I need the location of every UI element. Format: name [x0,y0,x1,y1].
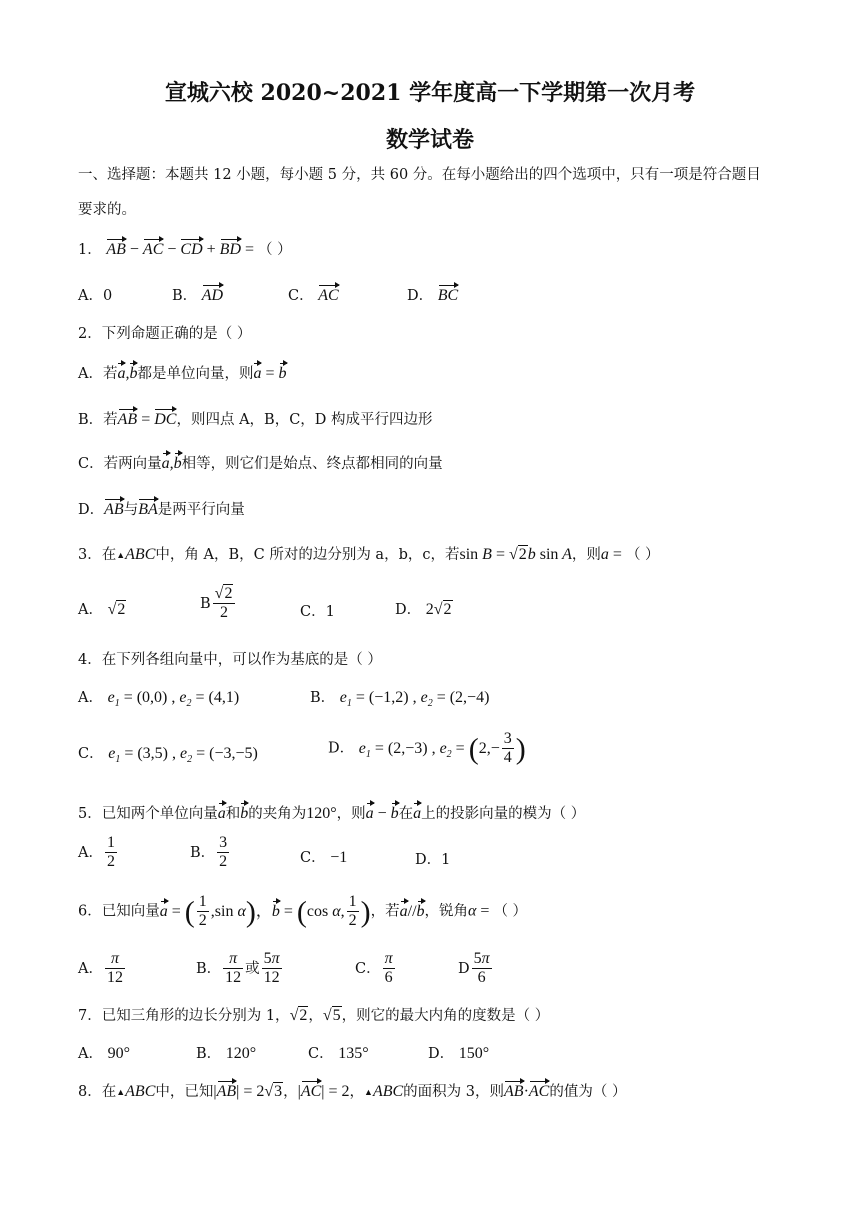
question-2-option-b: B．若AB = DC，则四点 A，B，C，D 构成平行四边形 [78,411,433,428]
exam-title: 宣城六校 2020~2021 学年度高一下学期第一次月考 [164,80,696,106]
question-2-option-c: C．若两向量a,b相等，则它们是始点、终点都相同的向量 [78,455,443,472]
question-2-stem: 2．下列命题正确的是（ ） [78,326,252,342]
question-5-option-a: A． $\frac{1}{2}$ [78,834,115,871]
question-4-option-b: B． $e_1 = (-1,2)$ , $e_2 = (2,-4)$ [310,689,490,710]
question-1-option-c: C． AC [288,287,339,304]
question-4-stem: 4．在下列各组向量中，可以作为基底的是（ ） [78,652,382,668]
question-6-option-a: A． $\frac{\pi}{12}$ [78,950,123,987]
question-3-option-b: B $\frac{√2}{2}$ [200,585,237,623]
question-5-option-c: C． −1 [300,849,348,866]
question-3-option-c: C．1 [300,604,335,620]
vector-expression: AB − AC − CD + BD = [106,241,259,258]
question-1-option-b: B． AD [172,287,224,304]
question-8-stem: 8．在▲ABC中，已知|AB| = 2√3，|AC| = 2，▲ABC的面积为 3，则AB·AC的值为（ ） [78,1083,627,1100]
question-2-option-a: A．若a,b都是单位向量，则a = b [78,365,287,382]
exam-subtitle: 数学试卷 [385,127,474,153]
question-6-option-c: C． $\frac{\pi}{6}$ [355,950,393,987]
question-7-option-b: B． 120° [196,1045,257,1062]
question-5-stem: 5．已知两个单位向量a和b的夹角为120°，则a − b在a上的投影向量的模为（ ） [78,805,586,822]
question-5-option-b: B． $\frac{3}{2}$ [190,834,228,871]
question-2-option-d: D．AB与BA是两平行向量 [78,501,245,518]
question-4-option-c: C． $e_1 = (3,5)$ , $e_2 = (-3,-5)$ [78,745,258,766]
question-4-option-d: D． $e_1 = (2,-3)$ , $e_2 = (2,-$ $\frac{3}{4}$ ) [328,730,526,767]
question-6-stem: 6．已知向量a = ( $\frac{1}{2}$ ,sin α)，b = (cos α, $\frac{1}{2}$ )，若a//b，锐角α = （ ） [78,893,528,930]
question-7-stem: 7．已知三角形的边长分别为 1，√2，√5，则它的最大内角的度数是（ ） [78,1007,550,1024]
question-5-option-d: D．1 [415,852,451,868]
section-intro-line1: 一、选择题：本题共 12 小题，每小题 5 分，共 60 分。在每小题给出的四个选项中，只有一项是符合题目 [78,167,761,183]
question-7-option-c: C． 135° [308,1045,369,1062]
question-6-option-b: B． $\frac{\pi}{12}$ 或 $\frac{5\pi}{12}$ [196,950,280,987]
question-6-option-d: D $\frac{5\pi}{6}$ [458,950,490,987]
question-1-option-a: A．0 [78,288,113,304]
question-3-option-a: A． √2 [78,601,126,618]
question-1-option-d: D． BC [407,287,459,304]
question-7-option-a: A． 90° [78,1045,130,1062]
question-3-stem: 3．在▲ABC中，角 A，B，C 所对的边分别为 a，b，c，若sin B = √2b sin A，则a = （ ） [78,546,660,563]
question-1-stem: 1． AB − AC − CD + BD = （ ） [78,241,292,258]
section-intro-line2: 要求的。 [78,202,136,218]
question-3-option-d: D． 2√2 [395,601,452,618]
question-4-option-a: A． $e_1 = (0,0)$ , $e_2 = (4,1)$ [78,689,240,710]
question-7-option-d: D． 150° [428,1045,490,1062]
